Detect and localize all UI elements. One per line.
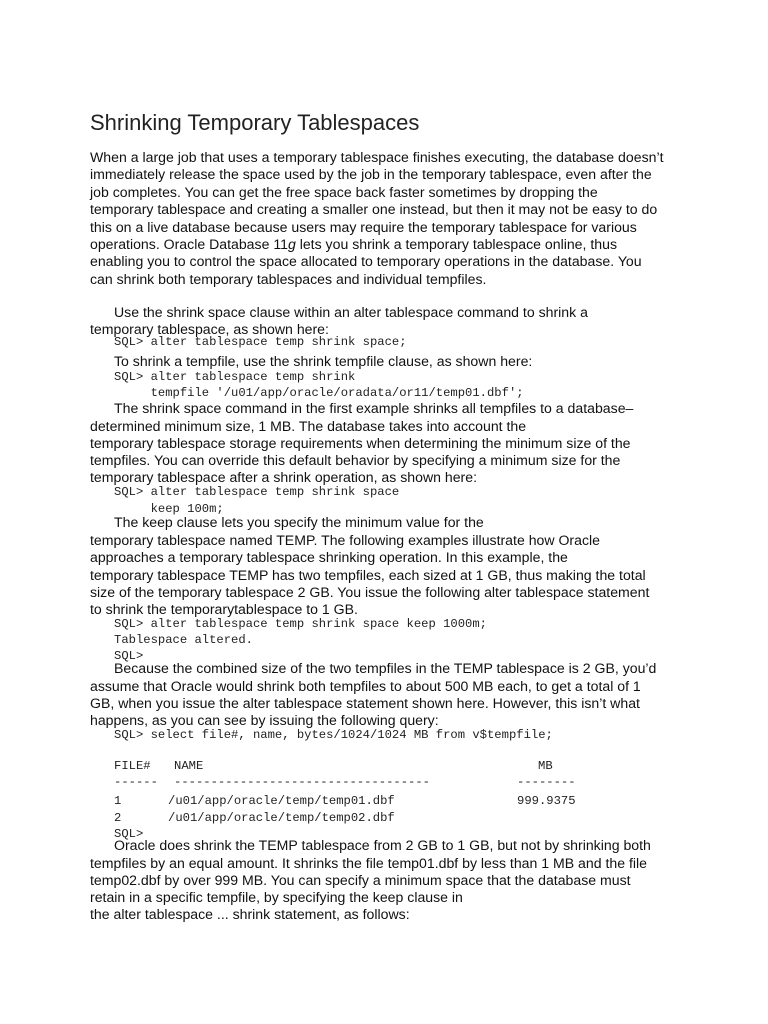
code-line: SQL>	[114, 649, 144, 663]
column-header-file: FILE#	[114, 759, 151, 773]
text-line: The shrink space command in the first example shrinks all tempfiles to a database–	[114, 400, 634, 416]
text-segment: lets you shrink a temporary tablespace online, thus	[295, 236, 617, 253]
text-line: temporary tablespace storage requirements when determining the minimum size of the	[90, 435, 631, 451]
page-title: Shrinking Temporary Tablespaces	[90, 110, 420, 135]
text-line: retain in a specific tempfile, by specifying the keep clause in	[90, 889, 463, 905]
text-line: Oracle does shrink the TEMP tablespace from 2 GB to 1 GB, but not by shrinking both	[114, 837, 651, 853]
text-segment: operations. Oracle Database 11	[90, 236, 288, 253]
code-line: SQL> select file#, name, bytes/1024/1024 MB from v$tempfile;	[114, 728, 553, 742]
text-line: temporary tablespace TEMP has two tempfiles, each sized at 1 GB, thus making the total	[90, 567, 646, 583]
text-line: The keep clause lets you specify the minimum value for the	[114, 514, 484, 530]
code-line: SQL> alter tablespace temp shrink space;	[114, 335, 407, 349]
code-line: SQL> alter tablespace temp shrink space keep 1000m;	[114, 617, 487, 631]
text-line: tempfiles. You can override this default behavior by specifying a minimum size for the	[90, 452, 621, 468]
text-line: When a large job that uses a temporary tablespace finishes executing, the database doesn’t	[90, 149, 664, 165]
text-line	[90, 236, 664, 253]
table-cell: /u01/app/oracle/temp/temp01.dbf	[168, 794, 395, 808]
text-line: temporary tablespace, as shown here:	[90, 321, 329, 337]
column-header-mb: MB	[538, 759, 553, 773]
text-line: Because the combined size of the two tempfiles in the TEMP tablespace is 2 GB, you’d	[114, 660, 657, 676]
code-line: SQL>	[114, 827, 144, 841]
code-line: keep 100m;	[114, 502, 224, 516]
code-line: SQL> alter tablespace temp shrink	[114, 370, 356, 384]
text-line: GB, when you issue the alter tablespace statement shown here. However, this isn’t what	[90, 695, 640, 711]
text-line: assume that Oracle would shrink both tempfiles to about 500 MB each, to get a total of 1	[90, 678, 641, 694]
text-line: the alter tablespace ... shrink statement, as follows:	[90, 906, 410, 922]
table-cell: 1	[114, 794, 122, 808]
text-line: tempfiles by an equal amount. It shrinks the file temp01.dbf by less than 1 MB and the file	[90, 855, 648, 871]
text-line: enabling you to control the space allocated to temporary operations in the database. You	[90, 253, 642, 270]
text-line: approaches a temporary tablespace shrinking operation. In this example, the	[90, 549, 568, 565]
text-line: Use the shrink space clause within an alter tablespace command to shrink a	[114, 304, 588, 320]
column-separator: ------	[114, 775, 158, 789]
column-separator: -----------------------------------	[174, 775, 430, 789]
text-line: immediately release the space used by the job in the temporary tablespace, even after the	[90, 166, 652, 183]
text-line: can shrink both temporary tablespaces and individual tempfiles.	[90, 270, 487, 287]
table-cell: 2	[114, 811, 122, 825]
text-line: happens, as you can see by issuing the following query:	[90, 712, 439, 728]
text-line: this on a live database because users may require the temporary tablespace for various	[90, 218, 637, 235]
italic-version-letter: g	[287, 236, 296, 253]
text-line: temp02.dbf by over 999 MB. You can specify a minimum space that the database must	[90, 872, 631, 888]
text-line: to shrink the temporarytablespace to 1 GB.	[90, 601, 358, 617]
text-line: To shrink a tempfile, use the shrink tempfile clause, as shown here:	[114, 353, 533, 369]
text-line: size of the temporary tablespace 2 GB. You issue the following alter tablespace statement	[90, 584, 650, 600]
table-cell: 999.9375	[517, 794, 576, 808]
code-line: Tablespace altered.	[114, 633, 253, 647]
column-separator: --------	[517, 775, 576, 789]
code-line: SQL> alter tablespace temp shrink space	[114, 485, 400, 499]
column-header-name: NAME	[174, 759, 204, 773]
text-line: temporary tablespace named TEMP. The following examples illustrate how Oracle	[90, 532, 600, 548]
text-line: job completes. You can get the free space back faster sometimes by dropping the	[90, 183, 598, 200]
text-line: determined minimum size, 1 MB. The database takes into account the	[90, 418, 527, 434]
intro-paragraph	[90, 149, 664, 288]
table-cell: /u01/app/oracle/temp/temp02.dbf	[168, 811, 395, 825]
text-line: temporary tablespace and creating a smaller one instead, but then it may not be easy to do	[90, 201, 658, 218]
code-line: tempfile '/u01/app/oracle/oradata/or11/temp01.dbf';	[114, 386, 524, 400]
text-line: temporary tablespace after a shrink operation, as shown here:	[90, 469, 478, 485]
